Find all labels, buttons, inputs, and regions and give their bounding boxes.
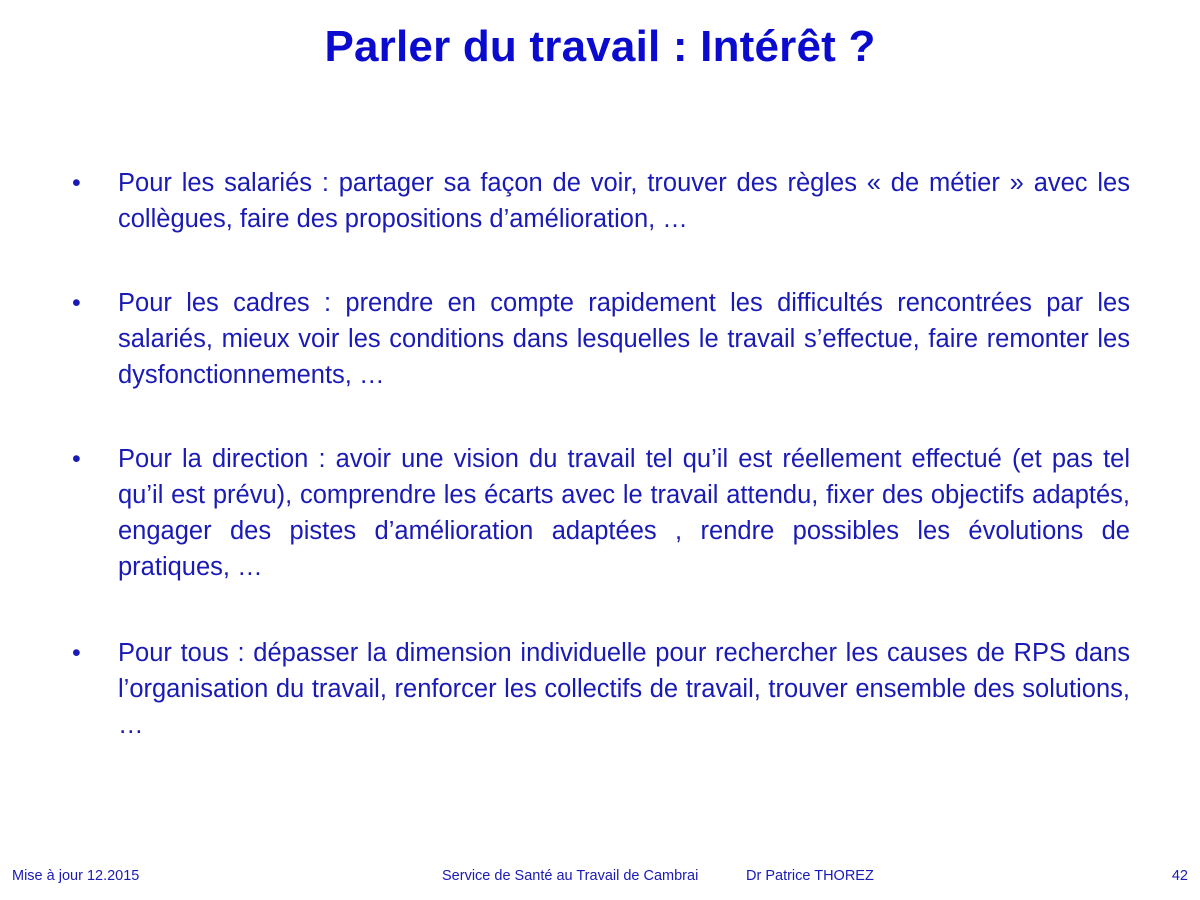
bullet-icon: • bbox=[72, 169, 81, 197]
bullet-icon: • bbox=[72, 445, 81, 473]
bullet-item-salaries bbox=[70, 165, 1130, 237]
bullet-text: Pour les salariés : partager sa façon de voir, trouver des règles « de métier » avec les collègues, faire des propositions d’amélioration, … bbox=[118, 169, 1130, 233]
footer-service-name: Service de Santé au Travail de Cambrai bbox=[442, 868, 699, 884]
bullet-item-direction bbox=[70, 441, 1130, 585]
slide-title: Parler du travail : Intérêt ? bbox=[324, 22, 876, 71]
bullet-list bbox=[70, 165, 1130, 743]
bullet-icon: • bbox=[72, 289, 81, 317]
footer-author: Dr Patrice THOREZ bbox=[746, 868, 874, 884]
bullet-text: Pour les cadres : prendre en compte rapidement les difficultés rencontrées par les salariés, mieux voir les conditions dans lesquelles le travail s’effectue, faire remonter les dysfonctionnements, … bbox=[118, 289, 1130, 389]
footer-update-date: Mise à jour 12.2015 bbox=[12, 868, 140, 884]
bullet-item-tous bbox=[70, 635, 1130, 743]
bullet-text: Pour tous : dépasser la dimension individuelle pour rechercher les causes de RPS dans l’organisation du travail, renforcer les collectifs de travail, trouver ensemble des solutions, … bbox=[118, 639, 1130, 739]
footer-page-number: 42 bbox=[1171, 868, 1188, 884]
bullet-item-cadres bbox=[70, 285, 1130, 393]
bullet-icon: • bbox=[72, 639, 81, 667]
bullet-text: Pour la direction : avoir une vision du travail tel qu’il est réellement effectué (et pas tel qu’il est prévu), comprendre les écarts avec le travail attendu, fixer des objectifs adaptés, engager des pistes d’amélioration adaptées , rendre possibles les évolutions de pratiques, … bbox=[118, 445, 1130, 581]
